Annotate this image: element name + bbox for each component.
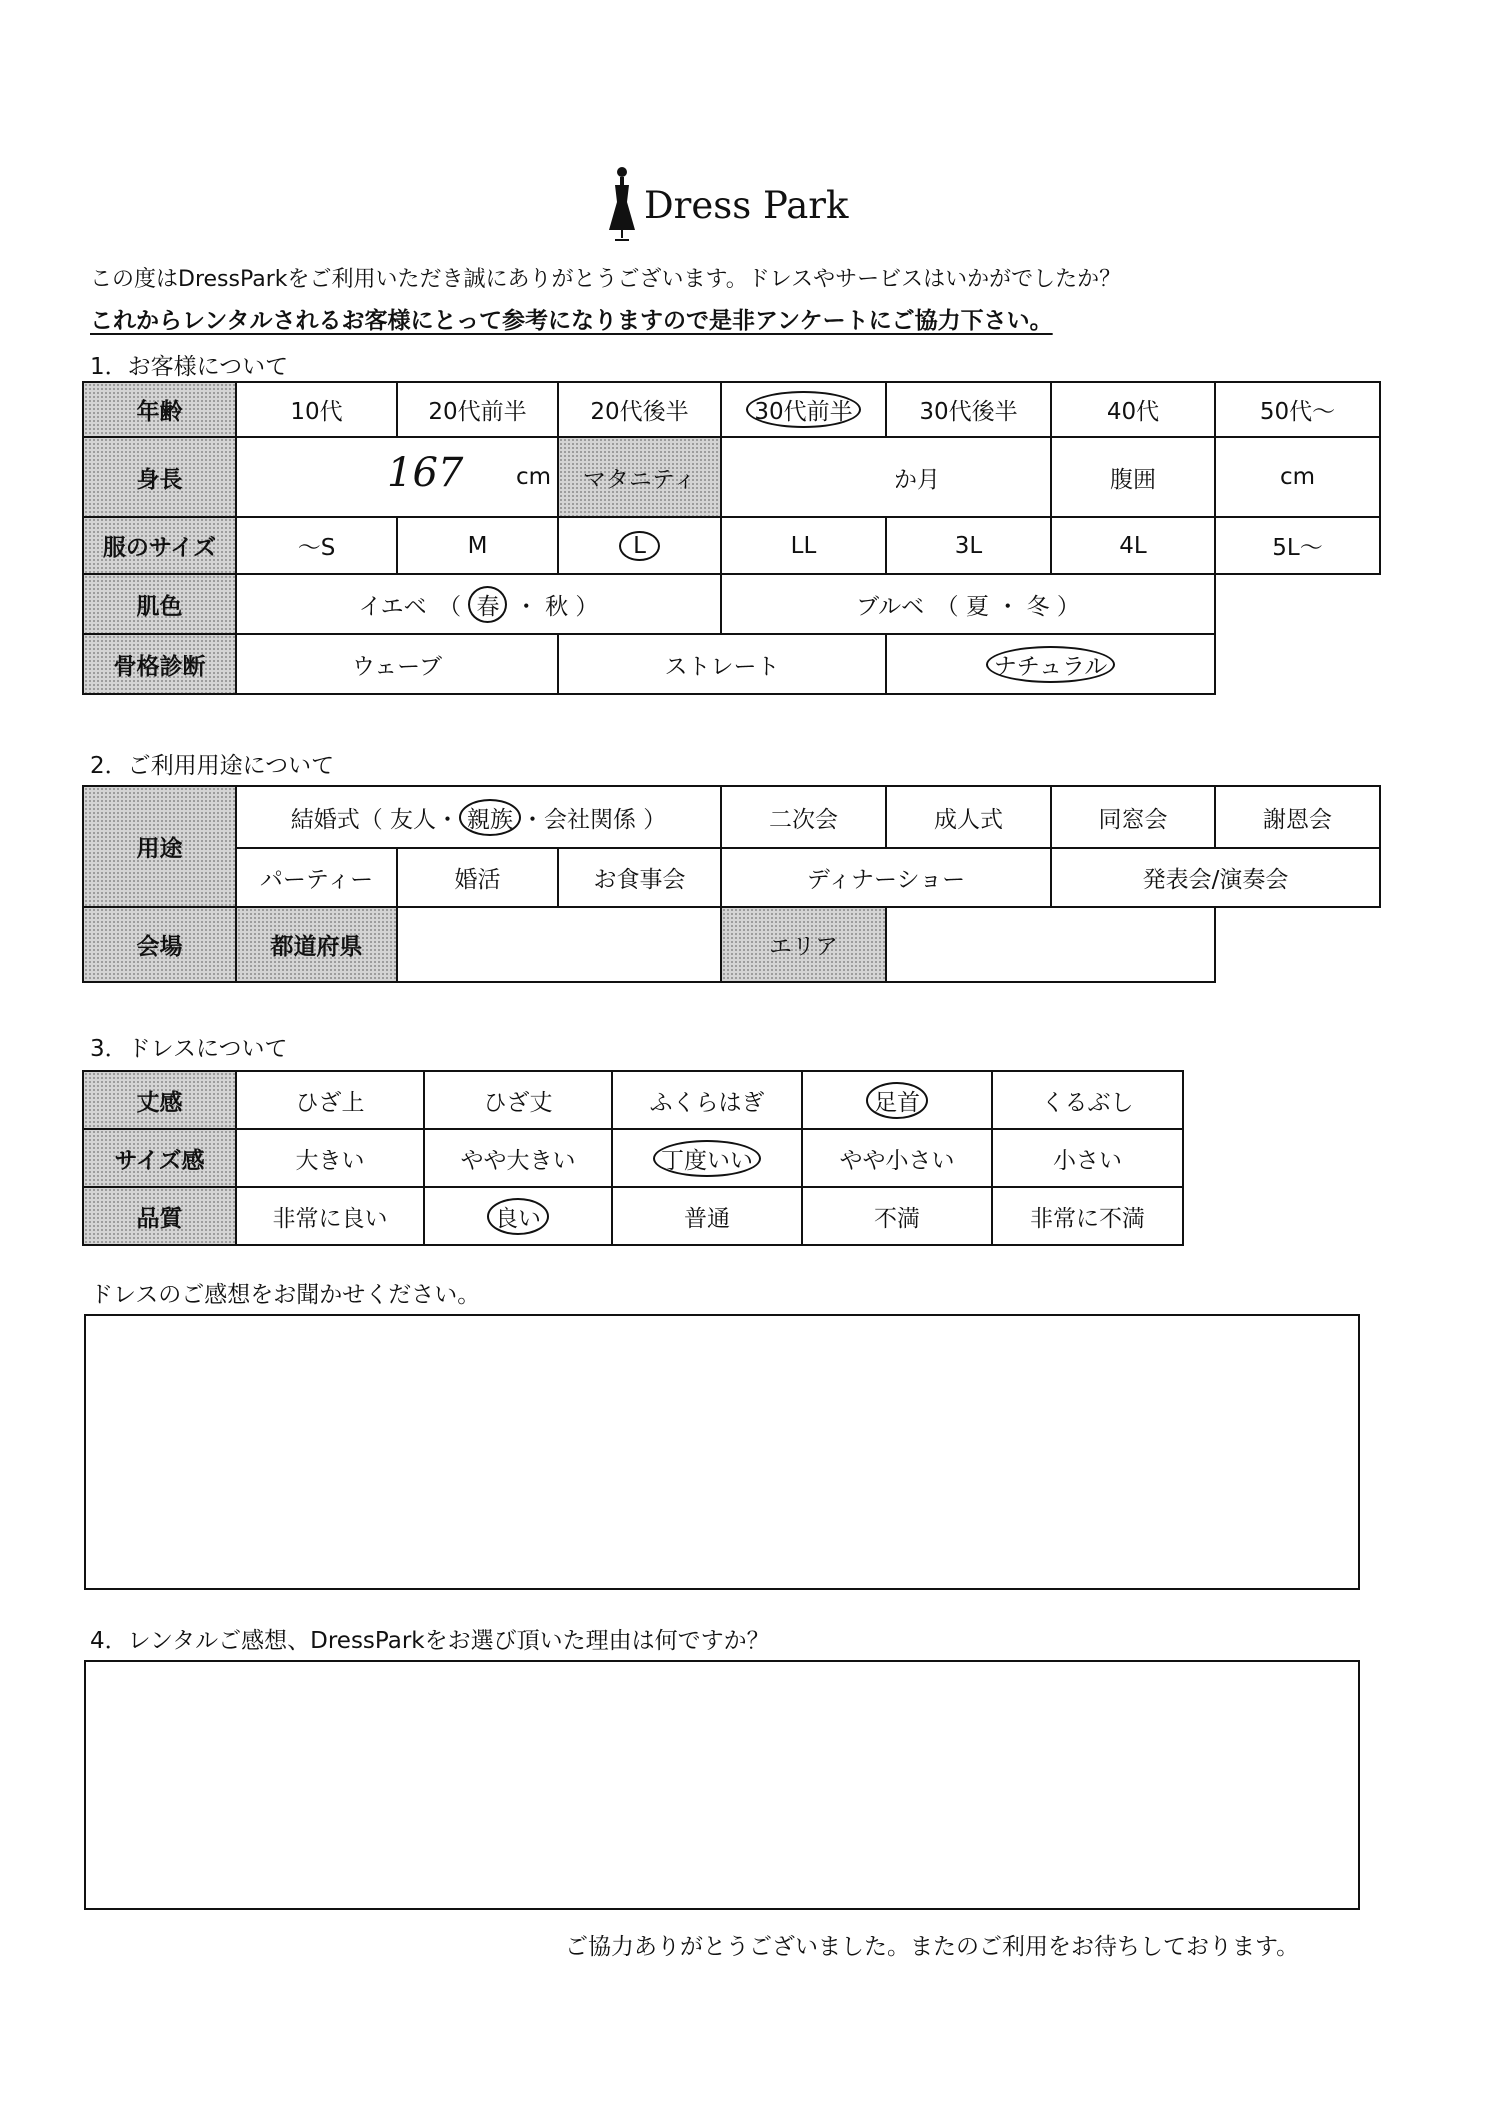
size-option[interactable]: ～S — [236, 517, 397, 574]
height-unit: cm — [515, 464, 551, 490]
size-row — [83, 517, 1380, 574]
wedding-option[interactable]: 結婚式（ 友人・ 親族 ・会社関係 ） — [236, 786, 721, 848]
waist-label: 腹囲 — [1051, 437, 1215, 517]
waist-field[interactable] — [1215, 437, 1380, 517]
age-label: 年齢 — [83, 382, 236, 437]
usage-table — [82, 785, 1381, 983]
usage-row-1 — [83, 786, 1380, 848]
skin-row — [83, 574, 1380, 634]
height-field[interactable] — [236, 437, 558, 517]
purpose-label: 用途 — [83, 786, 236, 907]
usage-option[interactable]: 謝恩会 — [1215, 786, 1380, 848]
frame-option-selected[interactable] — [886, 634, 1215, 694]
frame-option[interactable]: ストレート — [558, 634, 886, 694]
age-option[interactable]: 20代後半 — [558, 382, 721, 437]
size-option[interactable]: 5L～ — [1215, 517, 1380, 574]
quality-option[interactable]: 非常に良い — [236, 1187, 424, 1245]
blue-base-label: ブルベ — [856, 593, 925, 620]
age-option[interactable]: 30代後半 — [886, 382, 1051, 437]
length-row — [83, 1071, 1183, 1129]
section3-title: 3．ドレスについて — [90, 1036, 288, 1062]
usage-option[interactable]: 発表会/演奏会 — [1051, 848, 1380, 907]
fit-label: サイズ感 — [83, 1129, 236, 1187]
age-option-selected[interactable] — [721, 382, 886, 437]
quality-option[interactable]: 非常に不満 — [992, 1187, 1183, 1245]
empty-cell — [1215, 574, 1380, 634]
spring-circle: 春 — [468, 586, 507, 623]
length-option[interactable]: ふくらはぎ — [612, 1071, 802, 1129]
quality-selected-circle: 良い — [487, 1198, 549, 1235]
usage-option[interactable]: 婚活 — [397, 848, 558, 907]
area-label: エリア — [721, 907, 886, 982]
length-option-selected[interactable] — [802, 1071, 992, 1129]
frame-option[interactable]: ウェーブ — [236, 634, 558, 694]
months-unit: か月 — [894, 466, 940, 493]
prefecture-field[interactable] — [397, 907, 721, 982]
skin-label: 肌色 — [83, 574, 236, 634]
prefecture-label: 都道府県 — [236, 907, 397, 982]
frame-row — [83, 634, 1380, 694]
customer-table — [82, 381, 1381, 695]
fit-option[interactable]: 大きい — [236, 1129, 424, 1187]
maternity-months-field[interactable] — [721, 437, 1051, 517]
fit-option[interactable]: やや大きい — [424, 1129, 612, 1187]
section4-title: 4．レンタルご感想、DressParkをお選び頂いた理由は何ですか？ — [90, 1628, 770, 1654]
fit-row — [83, 1129, 1183, 1187]
usage-option[interactable]: 二次会 — [721, 786, 886, 848]
height-row — [83, 437, 1380, 517]
height-label: 身長 — [83, 437, 236, 517]
winter-label: 冬 — [1026, 593, 1050, 620]
fit-option-selected[interactable] — [612, 1129, 802, 1187]
area-field[interactable] — [886, 907, 1215, 982]
section2-title: 2．ご利用用途について — [90, 753, 335, 779]
dresspark-logo — [604, 164, 849, 244]
dress-icon — [604, 164, 640, 244]
fit-option[interactable]: やや小さい — [802, 1129, 992, 1187]
friend-label: 友人 — [390, 806, 436, 833]
summer-label: 夏 — [965, 593, 989, 620]
size-label: 服のサイズ — [83, 517, 236, 574]
usage-option[interactable]: ディナーショー — [721, 848, 1051, 907]
length-option[interactable]: ひざ丈 — [424, 1071, 612, 1129]
venue-row — [83, 907, 1380, 982]
intro-text: この度はDressParkをご利用いただき誠にありがとうございます。ドレスやサービスはいかがでしたか？ — [90, 267, 1122, 292]
intro-request: これからレンタルされるお客様にとって参考になりますので是非アンケートにご協力下さい。 — [90, 308, 1053, 334]
age-selected-circle: 30代前半 — [746, 391, 860, 428]
maternity-label: マタニティ — [558, 437, 721, 517]
quality-option[interactable]: 不満 — [802, 1187, 992, 1245]
dress-table — [82, 1070, 1184, 1246]
usage-row-2 — [83, 848, 1380, 907]
venue-label: 会場 — [83, 907, 236, 982]
frame-selected-circle: ナチュラル — [986, 646, 1116, 683]
usage-option[interactable]: 成人式 — [886, 786, 1051, 848]
length-selected-circle: 足首 — [866, 1082, 928, 1119]
age-option[interactable]: 40代 — [1051, 382, 1215, 437]
height-value: 167 — [387, 450, 464, 496]
yellow-base-label: イエベ — [358, 593, 427, 620]
size-option-selected[interactable] — [558, 517, 721, 574]
wedding-label: 結婚式 — [290, 806, 360, 833]
length-label: 丈感 — [83, 1071, 236, 1129]
age-row — [83, 382, 1380, 437]
length-option[interactable]: くるぶし — [992, 1071, 1183, 1129]
empty-cell — [1215, 634, 1380, 694]
frame-label: 骨格診断 — [83, 634, 236, 694]
age-option[interactable]: 20代前半 — [397, 382, 558, 437]
usage-option[interactable]: お食事会 — [558, 848, 721, 907]
fit-selected-circle: 丁度いい — [653, 1140, 761, 1177]
waist-unit: cm — [1279, 464, 1316, 490]
usage-option[interactable]: パーティー — [236, 848, 397, 907]
logo-wordmark: Dress Park — [644, 184, 849, 227]
fit-option[interactable]: 小さい — [992, 1129, 1183, 1187]
size-option[interactable]: 3L — [886, 517, 1051, 574]
length-option[interactable]: ひざ上 — [236, 1071, 424, 1129]
size-option[interactable]: M — [397, 517, 558, 574]
dress-comment-prompt: ドレスのご感想をお聞かせください。 — [90, 1282, 481, 1308]
company-label: 会社関係 — [544, 806, 636, 833]
closing-message: ご協力ありがとうございました。またのご利用をお待ちしております。 — [565, 1934, 1300, 1960]
quality-option-selected[interactable] — [424, 1187, 612, 1245]
quality-option[interactable]: 普通 — [612, 1187, 802, 1245]
age-option[interactable]: 50代～ — [1215, 382, 1380, 437]
dress-comment-box[interactable] — [84, 1314, 1360, 1590]
yellow-base-option[interactable]: イエベ （ 春 ・ 秋 ） — [236, 574, 721, 634]
section1-title: 1．お客様について — [90, 354, 289, 380]
usage-option[interactable]: 同窓会 — [1051, 786, 1215, 848]
size-selected-circle: L — [619, 531, 660, 561]
autumn-label: 秋 — [545, 593, 569, 620]
size-option[interactable]: LL — [721, 517, 886, 574]
quality-label: 品質 — [83, 1187, 236, 1245]
relative-circle: 親族 — [459, 799, 521, 836]
empty-cell — [1215, 907, 1380, 982]
rental-comment-box[interactable] — [84, 1660, 1360, 1910]
quality-row — [83, 1187, 1183, 1245]
age-option[interactable]: 10代 — [236, 382, 397, 437]
blue-base-option[interactable]: ブルベ （ 夏 ・ 冬 ） — [721, 574, 1215, 634]
size-option[interactable]: 4L — [1051, 517, 1215, 574]
